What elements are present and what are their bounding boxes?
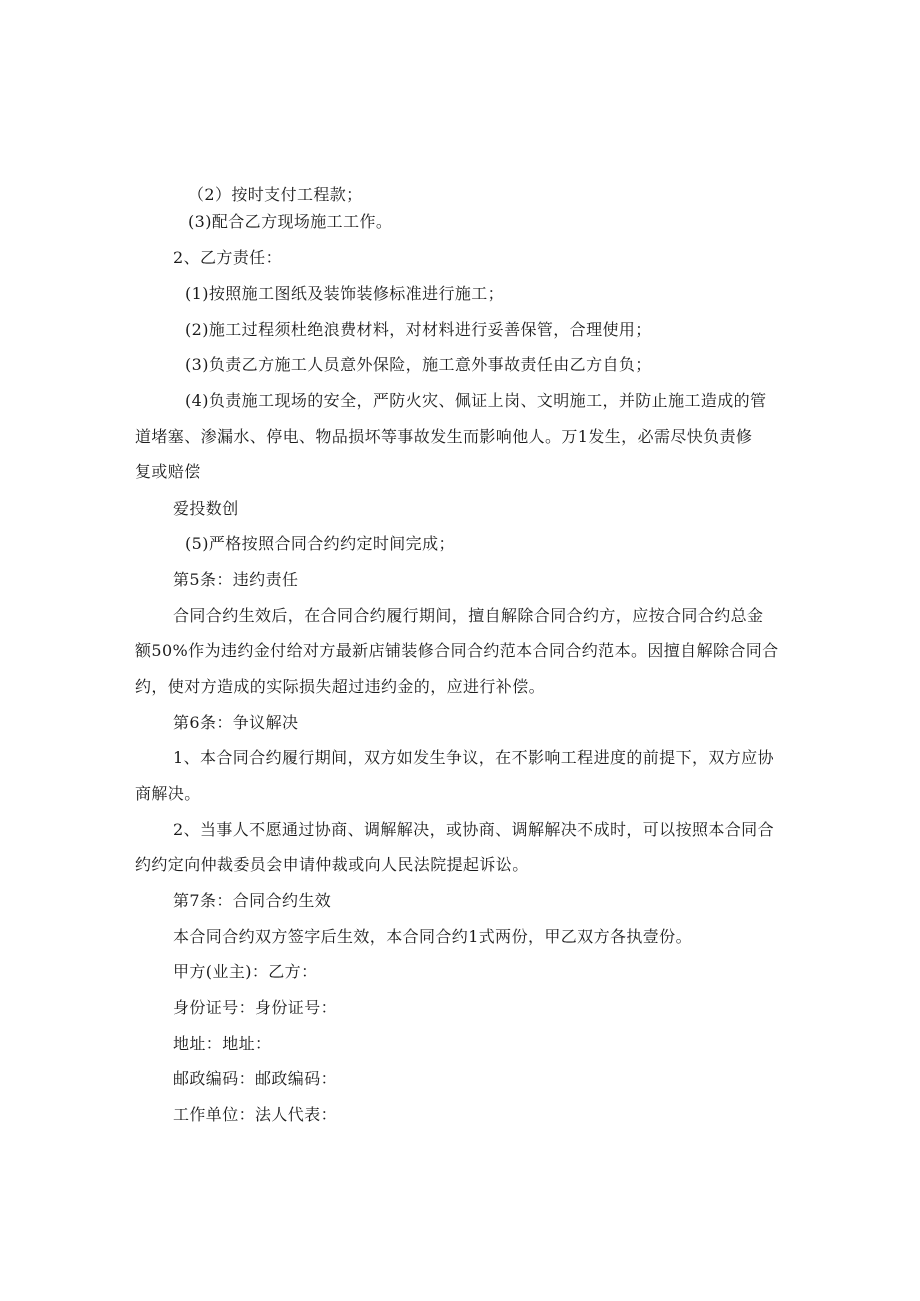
article-6-item-2-line-2: 约约定向仲裁委员会申请仲裁或向人民法院提起诉讼。: [135, 855, 529, 874]
signature-address-field: 地址：地址：: [173, 1034, 272, 1053]
article-6-item-2-line-1: 2、当事人不愿通过协商、调解解决，或协商、调解解决不成时，可以按照本合同合: [173, 820, 774, 839]
party-b-heading: 2、乙方责任：: [173, 248, 282, 267]
clause-b-item-4-line-3: 复或赔偿: [135, 462, 201, 481]
article-5-para-line-3: 约，使对方造成的实际损失超过违约金的，应进行补偿。: [135, 677, 546, 696]
clause-a-item-3: (3)配合乙方现场施工工作。: [188, 212, 393, 231]
article-7-para: 本合同合约双方签字后生效，本合同合约1式两份，甲乙双方各执壹份。: [173, 927, 692, 946]
article-5-para-line-1: 合同合约生效后，在合同合约履行期间，擅自解除合同合约方，应按合同合约总金: [173, 606, 764, 625]
signature-party-field: 甲方(业主)：乙方：: [173, 962, 318, 981]
stray-text: 爱投数创: [173, 499, 239, 518]
article-6-heading: 第6条：争议解决: [173, 713, 299, 732]
signature-id-field: 身份证号：身份证号：: [173, 998, 338, 1017]
article-5-heading: 第5条：违约责任: [173, 570, 299, 589]
article-7-heading: 第7条：合同合约生效: [173, 891, 332, 910]
clause-b-item-5: (5)严格按照合同合约约定时间完成；: [185, 534, 455, 553]
clause-b-item-4-line-1: (4)负责施工现场的安全，严防火灾、佩证上岗、文明施工，并防止施工造成的管: [185, 391, 767, 410]
article-5-para-line-2: 额50%作为违约金付给对方最新店铺装修合同合约范本合同合约范本。因擅自解除合同合: [135, 641, 779, 660]
article-6-item-1-line-1: 1、本合同合约履行期间，双方如发生争议，在不影响工程进度的前提下，双方应协: [173, 748, 774, 767]
signature-employer-field: 工作单位：法人代表：: [173, 1105, 338, 1124]
signature-postcode-field: 邮政编码：邮政编码：: [173, 1069, 338, 1088]
article-6-item-1-line-2: 商解决。: [135, 784, 201, 803]
clause-b-item-4-line-2: 道堵塞、渗漏水、停电、物品损坏等事故发生而影响他人。万1发生，必需尽快负责修: [135, 427, 753, 446]
clause-a-item-2: （2）按时支付工程款；: [188, 185, 363, 204]
clause-b-item-2: (2)施工过程须杜绝浪费材料，对材料进行妥善保管，合理使用；: [185, 320, 652, 339]
clause-b-item-1: (1)按照施工图纸及装饰装修标准进行施工；: [185, 284, 505, 303]
clause-b-item-3: (3)负责乙方施工人员意外保险，施工意外事故责任由乙方自负；: [185, 355, 652, 374]
